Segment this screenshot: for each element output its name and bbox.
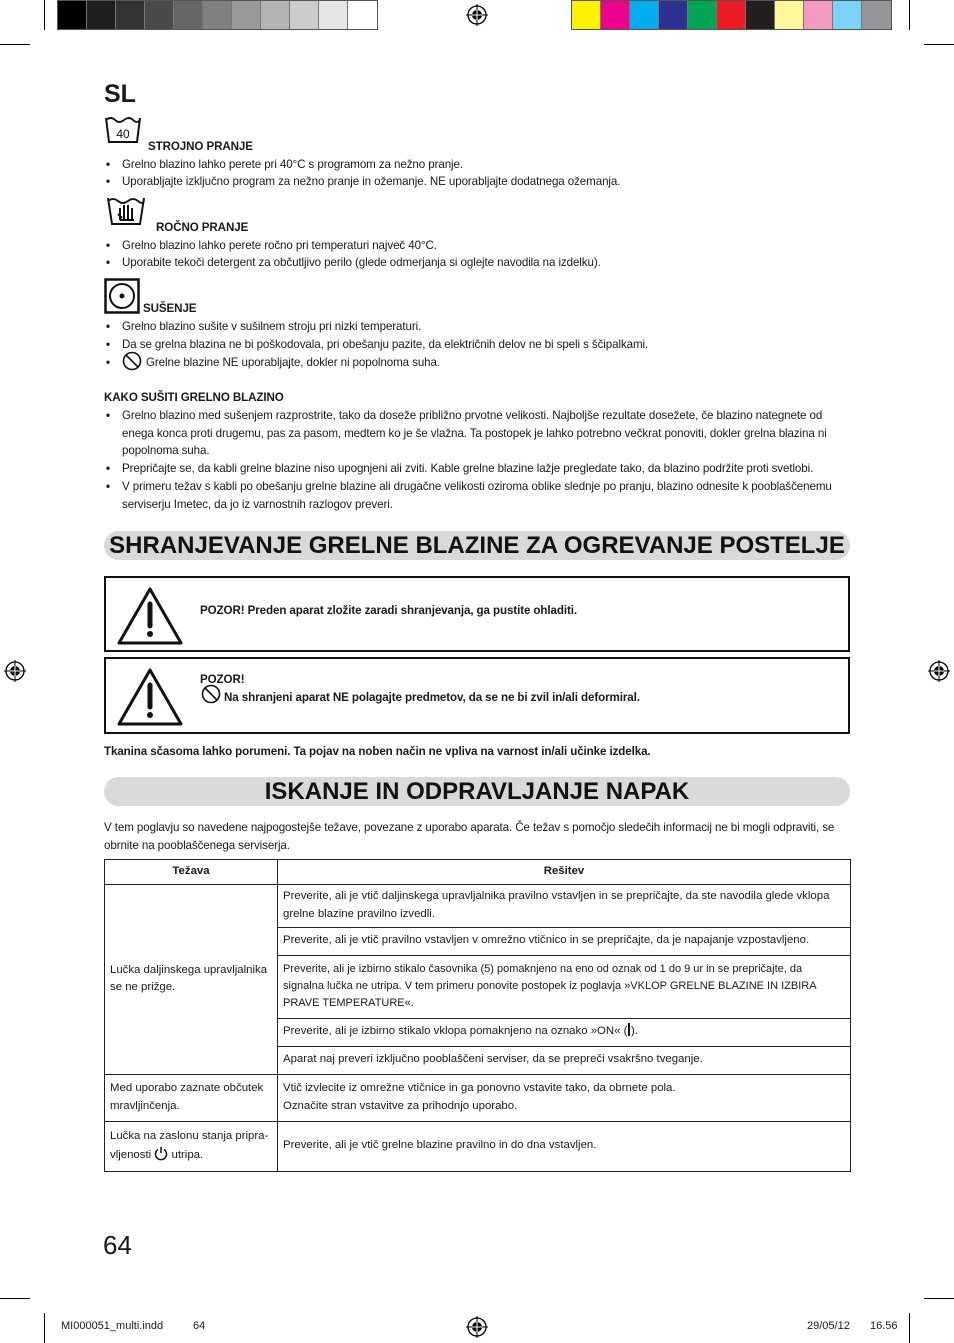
crop-mark (44, 0, 45, 30)
process-color-bar (571, 0, 892, 30)
process-swatch (659, 1, 688, 29)
warning-objects-title: POZOR! (200, 673, 245, 686)
table-row (105, 884, 851, 927)
warning-objects-text: Na shranjeni aparat NE polagajte predmetov, da se ne bi zvil in/ali deformiral. (224, 691, 640, 704)
registration-mark-top (466, 4, 488, 26)
footer-date: 29/05/12 (807, 1320, 850, 1332)
wash-40-icon (104, 114, 142, 144)
solution-text: Preverite, ali je izbirno stikalo vklopa pomaknjeno na oznako »ON« ( (283, 1025, 628, 1038)
hand-wash-title: ROČNO PRANJE (156, 221, 249, 234)
crop-mark (44, 1313, 45, 1343)
troubleshooting-intro: V tem poglavju so navedene najpogostejše težave, povezane z uporabo aparata. Če težav s pomočjo sledečih informacij ne bi mogli odpraviti, se obrnite na pooblaščenega serviserja. (104, 821, 835, 852)
process-swatch (746, 1, 775, 29)
solution-cell: Preverite, ali je izbirno stikalo časovnika (5) pomaknjeno na eno od oznak od 1 do 9 ur in se prepričajte, da signalna lučka ne utripa. V tem primeru ponovite postopek iz poglavja »VKLOP GRELNE BLAZINE IN IZBIRA PRAVE TEMPERATURE«. (278, 955, 851, 1018)
process-swatch (833, 1, 862, 29)
solution-line: Označite stran vstavitve za prihodnjo uporabo. (283, 1099, 518, 1112)
warning-triangle-icon (116, 586, 184, 646)
process-swatch (804, 1, 833, 29)
how-to-dry-title: KAKO SUŠITI GRELNO BLAZINO (104, 391, 284, 404)
solution-cell (278, 1018, 851, 1046)
gray-swatch (261, 1, 290, 29)
gray-swatch (348, 1, 377, 29)
warning-triangle-icon (116, 667, 184, 727)
gray-color-bar (57, 0, 378, 30)
troubleshooting-heading: ISKANJE IN ODPRAVLJANJE NAPAK (104, 777, 850, 806)
registration-mark-bottom (466, 1316, 488, 1338)
process-swatch (572, 1, 601, 29)
drying-bullet: Grelne blazine NE uporabljajte, dokler ni popolnoma suha. (146, 356, 440, 369)
column-header-problem: Težava (105, 860, 278, 885)
hand-wash-icon (104, 194, 148, 226)
solution-cell (278, 1074, 851, 1121)
troubleshooting-table (104, 859, 851, 1172)
process-swatch (688, 1, 717, 29)
solution-cell: Preverite, ali je vtič pravilno vstavljen v omrežno vtičnico in se prepričajte, da je napajanje vzpostavljeno. (278, 927, 851, 955)
registration-mark-right (928, 660, 950, 682)
footer-file-page: 64 (193, 1320, 206, 1332)
storage-heading: SHRANJEVANJE GRELNE BLAZINE ZA OGREVANJE POSTELJE (104, 531, 850, 560)
problem-text: utripa. (171, 1148, 204, 1161)
solution-cell: Preverite, ali je vtič grelne blazine pravilno in do dna vstavljen. (278, 1121, 851, 1171)
problem-line: Lučka na zaslonu stanja pripra- (110, 1130, 269, 1142)
gray-swatch (319, 1, 348, 29)
how-to-dry-bullet: • V primeru težav s kabli po obešanju grelne blazine ali drugačne velikosti oziroma oblike slednje po pranju, blazino odnesite k pooblaščenemu serviserju Imetec, da jo iz varnostnih razlogov preveri. (104, 478, 852, 513)
machine-wash-bullet: • Uporabljajte izključno program za nežno pranje in ožemanje. NE uporabljajte dodatnega ožemanja. (104, 173, 852, 191)
hand-wash-bullet: • Uporabite tekoči detergent za občutljivo perilo (glede odmerjanja si oglejte navodila na izdelku). (104, 254, 852, 272)
on-switch-icon (628, 1023, 630, 1036)
table-row (105, 1121, 851, 1171)
gray-swatch (290, 1, 319, 29)
warning-box-objects (104, 657, 850, 734)
solution-cell: Preverite, ali je vtič daljinskega upravljalnika pravilno vstavljen in se prepričajte, da ste navodila glede vklopa grelne blazine pravilno izvedli. (278, 884, 851, 927)
storage-note: Tkanina sčasoma lahko porumeni. Ta pojav na noben način ne vpliva na varnost in/ali učinke izdelka. (104, 745, 651, 758)
crop-mark (909, 1313, 910, 1343)
process-swatch (601, 1, 630, 29)
prohibited-icon (201, 684, 221, 704)
hand-wash-bullet: • Grelno blazino lahko perete ročno pri temperaturi največ 40°C. (104, 237, 852, 255)
process-swatch (862, 1, 891, 29)
gray-swatch (232, 1, 261, 29)
process-swatch (717, 1, 746, 29)
drying-bullet-row (104, 354, 852, 372)
machine-wash-title: STROJNO PRANJE (148, 140, 253, 153)
tumble-dry-icon (104, 278, 140, 314)
drying-bullet: • Da se grelna blazina ne bi poškodovala, pri obešanju pazite, da električnih delov ne bi speli s ščipalkami. (104, 336, 852, 354)
crop-mark (909, 0, 910, 30)
problem-line (110, 1146, 272, 1165)
solution-line: Vtič izvlecite iz omrežne vtičnice in ga ponovno vstavite tako, da obrnete pola. (283, 1082, 676, 1094)
crop-mark (924, 1298, 954, 1299)
machine-wash-bullet: • Grelno blazino lahko perete pri 40°C s programom za nežno pranje. (104, 156, 852, 174)
gray-swatch (145, 1, 174, 29)
power-standby-icon (154, 1146, 168, 1161)
problem-cell: Lučka daljinskega upravljalnika se ne prižge. (105, 884, 278, 1074)
gray-swatch (116, 1, 145, 29)
solution-text-end: ). (630, 1025, 638, 1038)
drying-title: SUŠENJE (143, 302, 197, 315)
warning-box-cooldown (104, 576, 850, 652)
language-label: SL (104, 80, 136, 108)
crop-mark (0, 44, 30, 45)
gray-swatch (203, 1, 232, 29)
crop-mark (0, 1298, 30, 1299)
registration-mark-left (4, 660, 26, 682)
how-to-dry-bullet: • Grelno blazino med sušenjem razprostrite, tako da doseže približno prvotne velikosti. Najboljše rezultate dosežete, če blazino nategnete od enega konca proti drugemu, pas za pasom, medtem ko je še vlažna. Ta postopek je lahko potrebno večkrat ponoviti, dokler grelna blazina ni popolnoma suha. (104, 407, 852, 460)
warning-cooldown-text: POZOR! Preden aparat zložite zaradi shranjevanja, ga pustite ohladiti. (200, 604, 577, 617)
process-swatch (630, 1, 659, 29)
page-number: 64 (103, 1230, 132, 1260)
column-header-solution: Rešitev (278, 860, 851, 885)
solution-cell: Aparat naj preveri izključno pooblaščeni serviser, da se prepreči vsakršno tveganje. (278, 1046, 851, 1074)
how-to-dry-bullet: • Prepričajte se, da kabli grelne blazine niso upognjeni ali zviti. Kable grelne blazine lažje pregledate tako, da blazino podržite proti svetlobi. (104, 460, 852, 478)
gray-swatch (174, 1, 203, 29)
gray-swatch (87, 1, 116, 29)
prohibited-icon (122, 351, 142, 371)
problem-cell: Med uporabo zaznate občutek mravljinčenja. (105, 1074, 278, 1121)
wash-temperature-label: 40 (116, 127, 130, 141)
footer-file-name: MI000051_multi.indd (61, 1320, 164, 1332)
table-header-row (105, 860, 851, 885)
crop-mark (924, 44, 954, 45)
problem-text: vljenosti (110, 1148, 152, 1161)
problem-cell (105, 1121, 278, 1171)
drying-bullet: • Grelno blazino sušite v sušilnem stroju pri nizki temperaturi. (104, 318, 852, 336)
table-row (105, 1074, 851, 1121)
gray-swatch (58, 1, 87, 29)
process-swatch (775, 1, 804, 29)
footer-time: 16.56 (870, 1320, 898, 1332)
